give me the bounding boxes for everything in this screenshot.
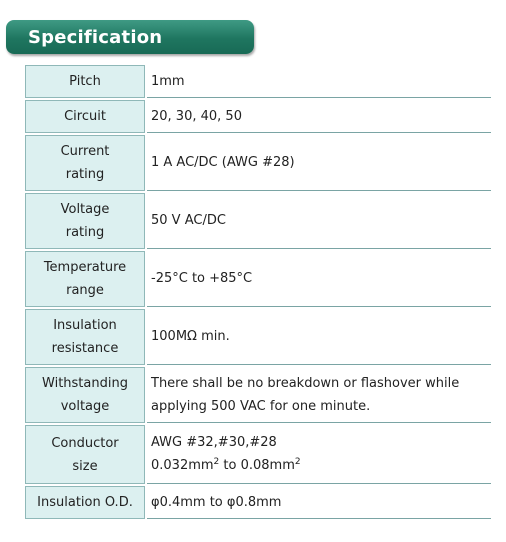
label-line: Insulation O.D. — [37, 495, 133, 510]
spec-row-conductor-size — [25, 425, 491, 484]
section-title: Specification — [28, 26, 163, 48]
label-line: Voltage — [60, 202, 110, 217]
superscript: 2 — [294, 457, 301, 467]
label-line: Current — [60, 144, 110, 159]
label-line: resistance — [51, 341, 119, 356]
spec-label — [25, 367, 145, 423]
label-line: rating — [65, 167, 105, 182]
value-line: -25°C to +85°C — [151, 271, 253, 286]
value-line — [151, 458, 301, 473]
value-line: AWG #32,#30,#28 — [151, 435, 277, 450]
label-line: Pitch — [69, 74, 101, 89]
spec-row-pitch — [25, 65, 491, 98]
spec-row-insulation-resistance — [25, 309, 491, 365]
value-line: 1 A AC/DC (AWG #28) — [151, 155, 295, 170]
spec-row-withstanding-voltage — [25, 367, 491, 423]
label-line: voltage — [60, 399, 110, 414]
value-line: 1mm — [151, 73, 185, 89]
spec-label — [25, 251, 145, 307]
spec-value — [147, 486, 491, 519]
spec-row-insulation-od — [25, 486, 491, 519]
specification-table — [23, 63, 493, 521]
spec-value — [147, 135, 491, 191]
label-line: Conductor — [51, 435, 119, 451]
spec-value — [147, 425, 491, 484]
label-line: Insulation — [53, 318, 117, 333]
spec-row-current-rating — [25, 135, 491, 191]
value-line: 50 V AC/DC — [151, 213, 226, 228]
value-line: 100MΩ min. — [151, 329, 230, 344]
label-line: size — [72, 458, 98, 474]
spec-label — [25, 65, 145, 98]
value-line: 20, 30, 40, 50 — [151, 108, 242, 124]
value-part: to — [219, 458, 241, 473]
label-line: Circuit — [64, 109, 106, 124]
superscript: 2 — [213, 457, 220, 467]
value-line: There shall be no breakdown or flashover while — [151, 375, 460, 391]
spec-row-voltage-rating — [25, 193, 491, 249]
spec-label — [25, 309, 145, 365]
spec-row-temperature-range — [25, 251, 491, 307]
value-line: applying 500 VAC for one minute. — [151, 398, 371, 414]
spec-row-circuit — [25, 100, 491, 133]
value-part: 0.032mm — [151, 458, 214, 473]
label-line: Withstanding — [42, 376, 128, 391]
spec-label — [25, 135, 145, 191]
section-header — [6, 20, 254, 54]
spec-label — [25, 425, 145, 484]
label-line: rating — [65, 225, 105, 240]
label-line: range — [66, 283, 104, 298]
spec-value — [147, 65, 491, 98]
spec-value — [147, 251, 491, 307]
spec-value — [147, 309, 491, 365]
spec-label — [25, 486, 145, 519]
value-line: φ0.4mm to φ0.8mm — [151, 494, 282, 510]
value-part: 0.08mm — [240, 458, 295, 473]
spec-label — [25, 193, 145, 249]
spec-value — [147, 193, 491, 249]
spec-value — [147, 100, 491, 133]
label-line: Temperature — [43, 260, 127, 275]
spec-value — [147, 367, 491, 423]
spec-label — [25, 100, 145, 133]
